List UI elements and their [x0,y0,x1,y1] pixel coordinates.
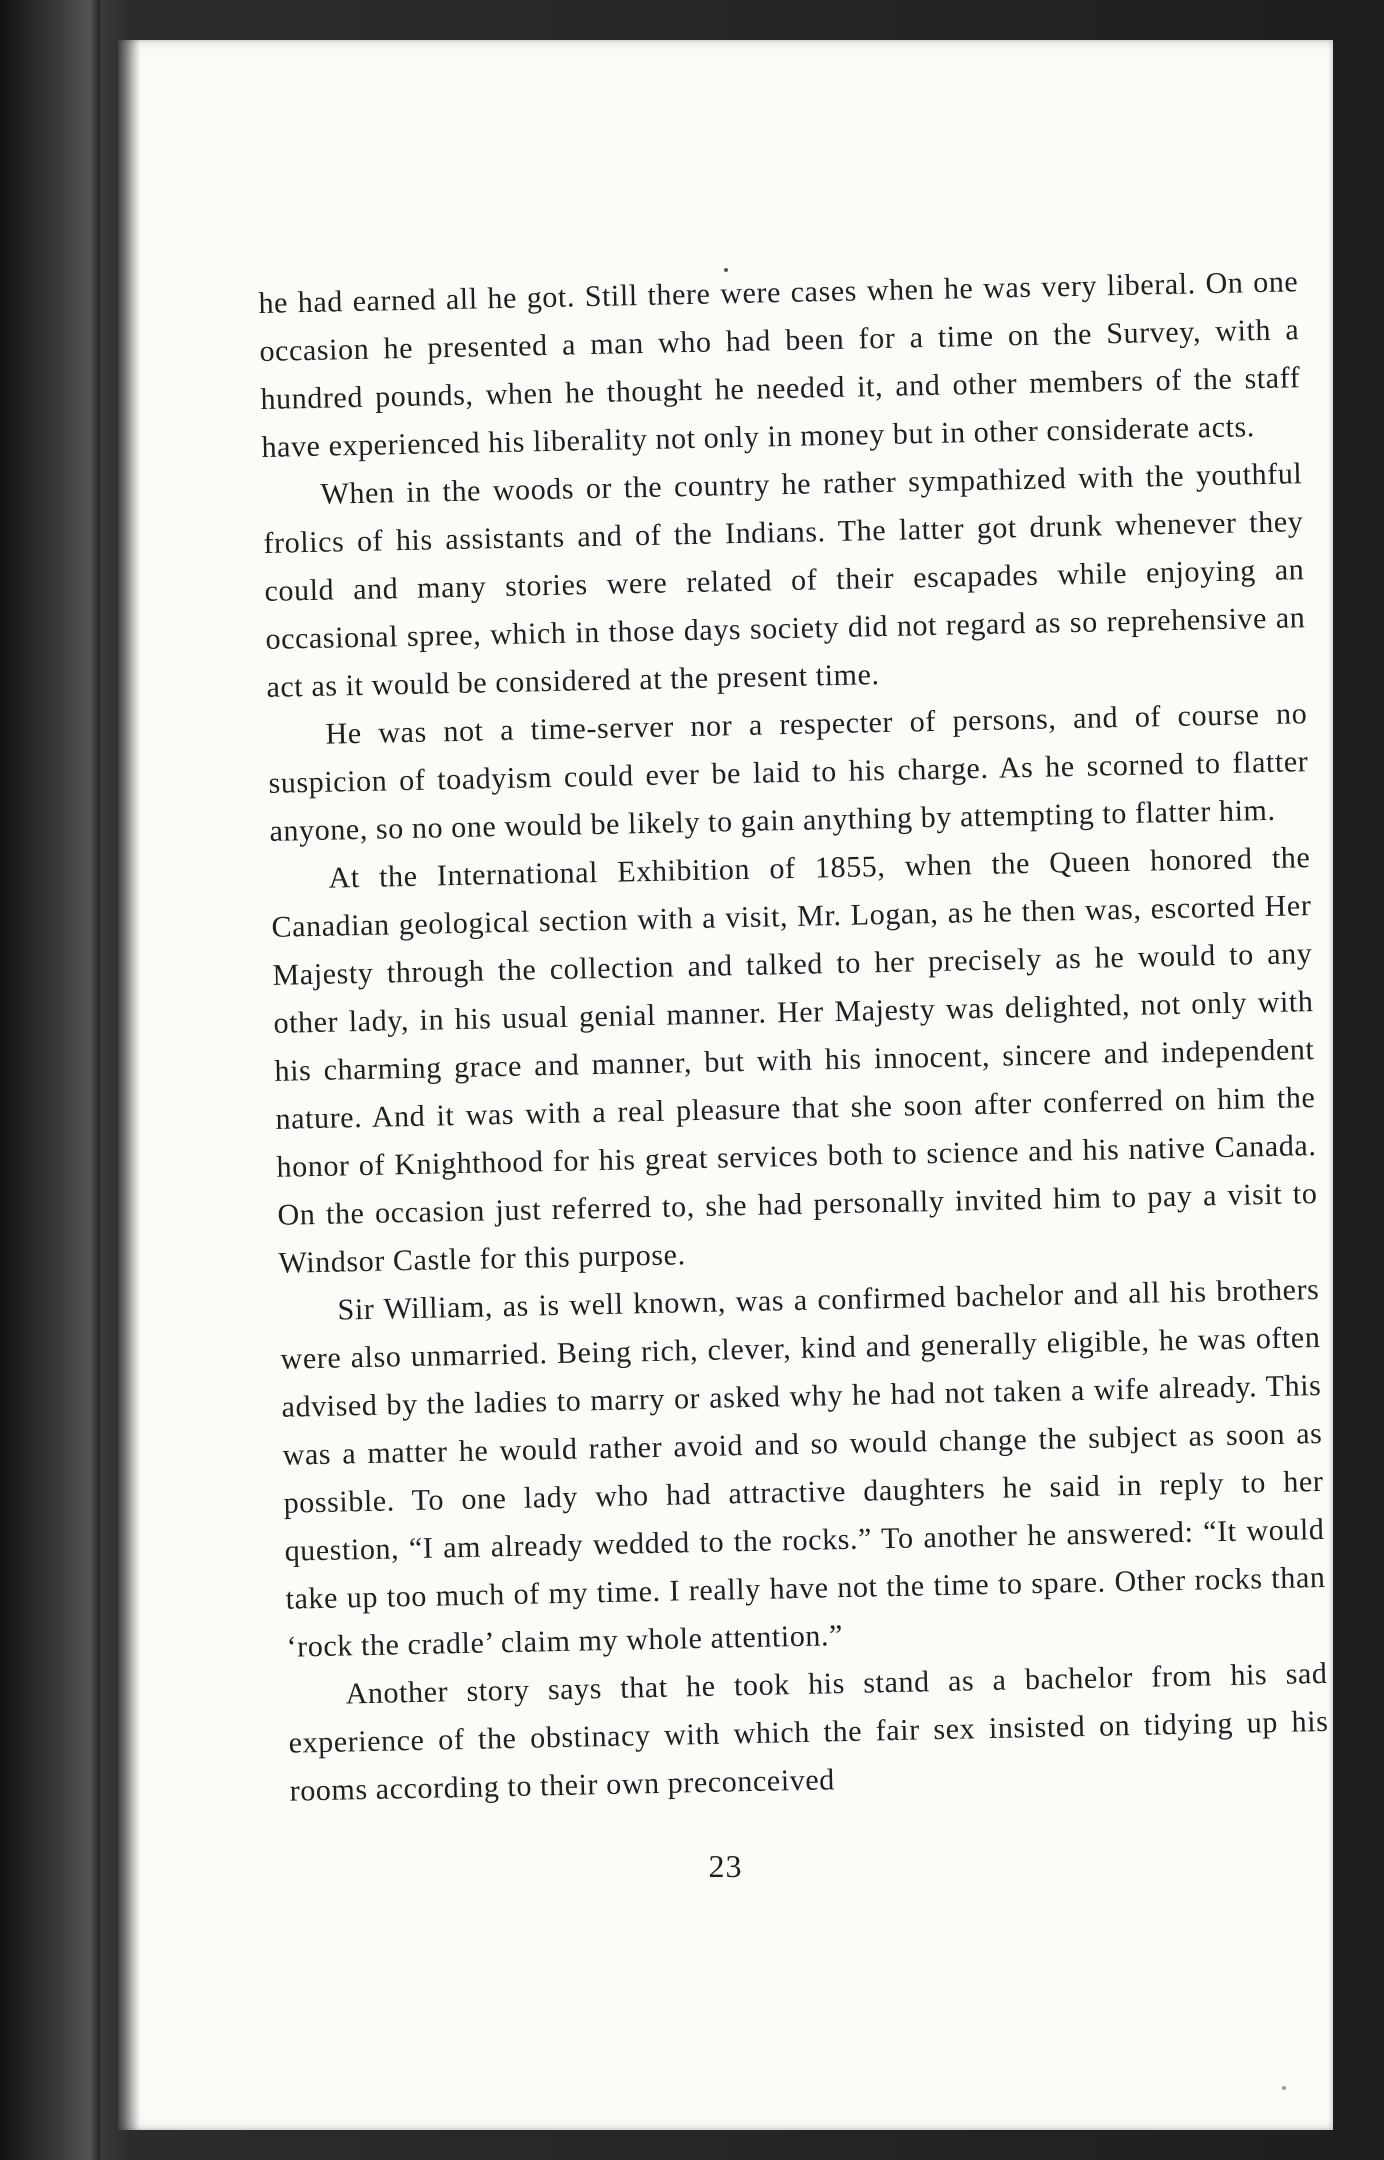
paragraph-4: At the International Exhibition of 1855, when the Queen honored the Canadian geological section with a visit, Mr. Logan, as he then was, escorted Her Majesty through the collection and talked to her precisely as he would to any other lady, in his usual genial manner. Her Majesty was delighted, not only with his charming grace and manner, but with his innocent, sincere and independent nature. And it was with a real pleasure that she soon after conferred on him the honor of Knighthood for his great services both to science and his native Canada. On the occasion just referred to, she had personally invited him to pay a visit to Windsor Castle for this purpose. [271,841,1318,1280]
paragraph-2: When in the woods or the country he rather sympathized with the youthful frolics of his assistants and of the Indians. The latter got drunk whenever they could and many stories were related of their escapades while enjoying an occasional spree, which in those days society did not regard as so reprehensive an act as it would be considered at the present time. [263,457,1306,704]
paragraph-1: he had earned all he got. Still there were cases when he was very liberal. On one occasion he presented a man who had been for a time on the Survey, with a hundred pounds, when he thought he needed it, and other members of the staff have experienced his liberality not only in money but in other considerate acts. [258,265,1301,464]
page-number: 23 [708,1848,743,1884]
paragraph-6: Another story says that he took his stand as a bachelor from his sad experience of the obstinacy with which the fair sex insisted on tidying up his rooms according to their own preconceived [288,1656,1329,1808]
adjacent-page-edge [0,0,100,2160]
body-text [258,258,1330,1815]
gutter-shadow [118,40,140,2130]
paragraph-3: He was not a time-server nor a respecter of persons, and of course no suspicion of toadyism could ever be laid to his charge. As he scorned to flatter anyone, so no one would be likely to gain anything by attempting to flatter him. [268,697,1309,848]
paragraph-5: Sir William, as is well known, was a confirmed bachelor and all his brothers were also unmarried. Being rich, clever, kind and generally eligible, he was often advised by the ladies to marry or asked why he had not taken a wife already. This was a matter he would rather avoid and so would change the subject as soon as possible. To one lady who had attractive daughters he said in reply to her question, “I am already wedded to the rocks.” To another he answered: “It would take up too much of my time. I really have not the time to spare. Other rocks than ‘rock the cradle’ claim my whole attention.” [280,1272,1326,1664]
speck-mark-outside [1282,2086,1286,2090]
book-page [118,40,1333,2130]
